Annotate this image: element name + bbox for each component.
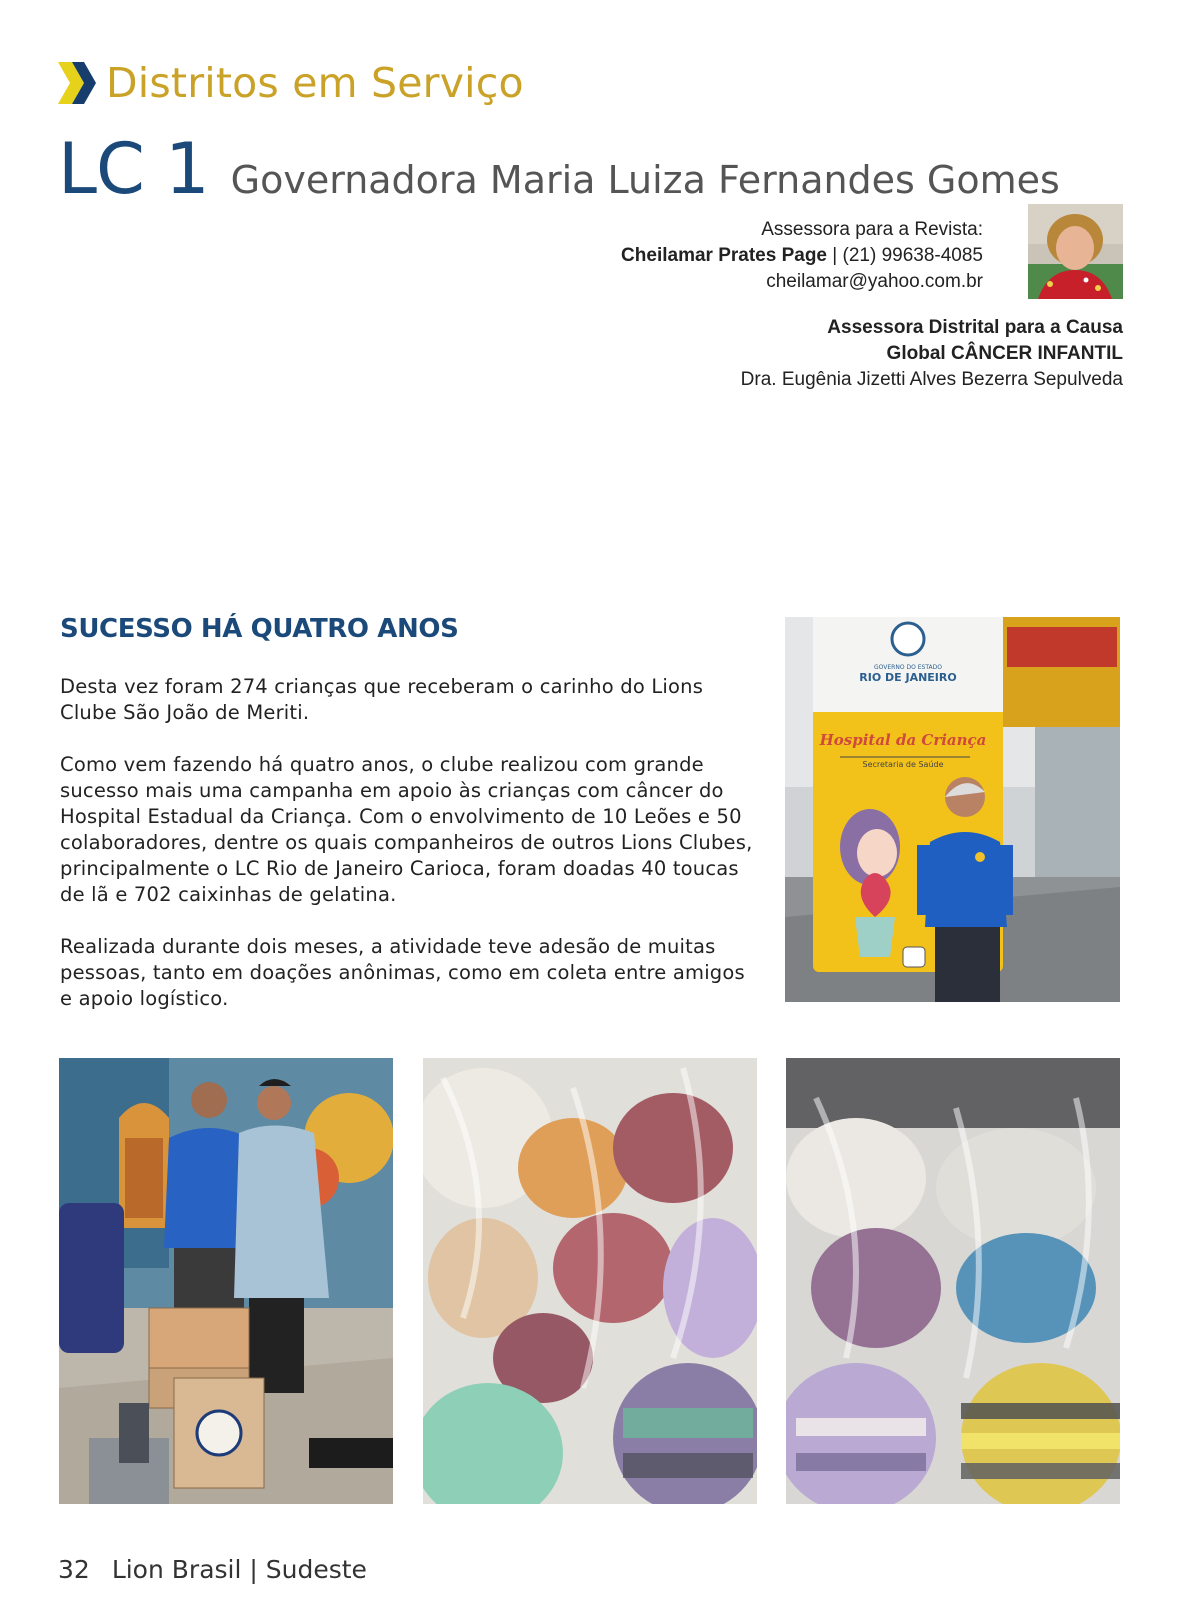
assessor-name-line: [621, 243, 983, 269]
section-header: [58, 58, 524, 108]
sign-gov-small: GOVERNO DO ESTADO: [874, 664, 942, 671]
assessor-contact: [621, 217, 983, 295]
assessor-phone: (21) 99638-4085: [842, 245, 983, 266]
cause-line-1: Assessora Distrital para a Causa: [827, 317, 1123, 338]
assessor-role: Assessora para a Revista:: [761, 219, 983, 240]
cause-person: Dra. Eugênia Jizetti Alves Bezerra Sepulveda: [740, 369, 1123, 390]
article-paragraph: Realizada durante dois meses, a atividade teve adesão de muitas pessoas, tanto em doações anônimas, como em coleta entre amigos e apoio logístico.: [60, 935, 745, 1010]
article-paragraph: Desta vez foram 274 crianças que receberam o carinho do Lions Clube São João de Meriti.: [60, 675, 704, 724]
publication-name: Lion Brasil | Sudeste: [111, 1555, 367, 1584]
page-number: 32: [58, 1555, 90, 1584]
assessor-email: cheilamar@yahoo.com.br: [766, 271, 983, 292]
chevron-icon: [58, 60, 102, 106]
assessor-name: Cheilamar Prates Page: [621, 245, 827, 266]
article-title: SUCESSO HÁ QUATRO ANOS: [60, 614, 459, 644]
section-title: Distritos em Serviço: [106, 59, 524, 107]
article-paragraph: Como vem fazendo há quatro anos, o clube realizou com grande sucesso mais uma campanha em apoio às crianças com câncer do Hospital Estadual da Criança. Com o envolvimento de 10 Leões e 50 colaboradores, dentre os quais companheiros de outros Lions Clubes, principalmente o LC Rio de Janeiro Carioca, foram doadas 40 toucas de lã e 702 caixinhas de gelatina.: [60, 753, 753, 906]
cause-assessor: [741, 315, 1123, 393]
photo-hospital-sign: [785, 617, 1120, 1002]
assessor-separator: |: [827, 245, 843, 266]
photo-knitted-hats: [423, 1058, 757, 1504]
sign-state: RIO DE JANEIRO: [859, 671, 957, 684]
photo-donation-boxes: [59, 1058, 393, 1504]
photo-knitted-hats-2: [786, 1058, 1120, 1504]
cause-line-2: Global CÂNCER INFANTIL: [886, 343, 1123, 364]
governor-name: Governadora Maria Luiza Fernandes Gomes: [230, 158, 1060, 202]
district-heading: [58, 128, 1060, 210]
sign-secretaria: Secretaria de Saúde: [862, 760, 944, 769]
assessor-portrait: [1028, 204, 1123, 299]
sign-hospital: Hospital da Criança: [819, 731, 987, 749]
district-code: LC 1: [58, 128, 209, 210]
page-footer: [58, 1555, 367, 1584]
article-body: [60, 674, 760, 1038]
